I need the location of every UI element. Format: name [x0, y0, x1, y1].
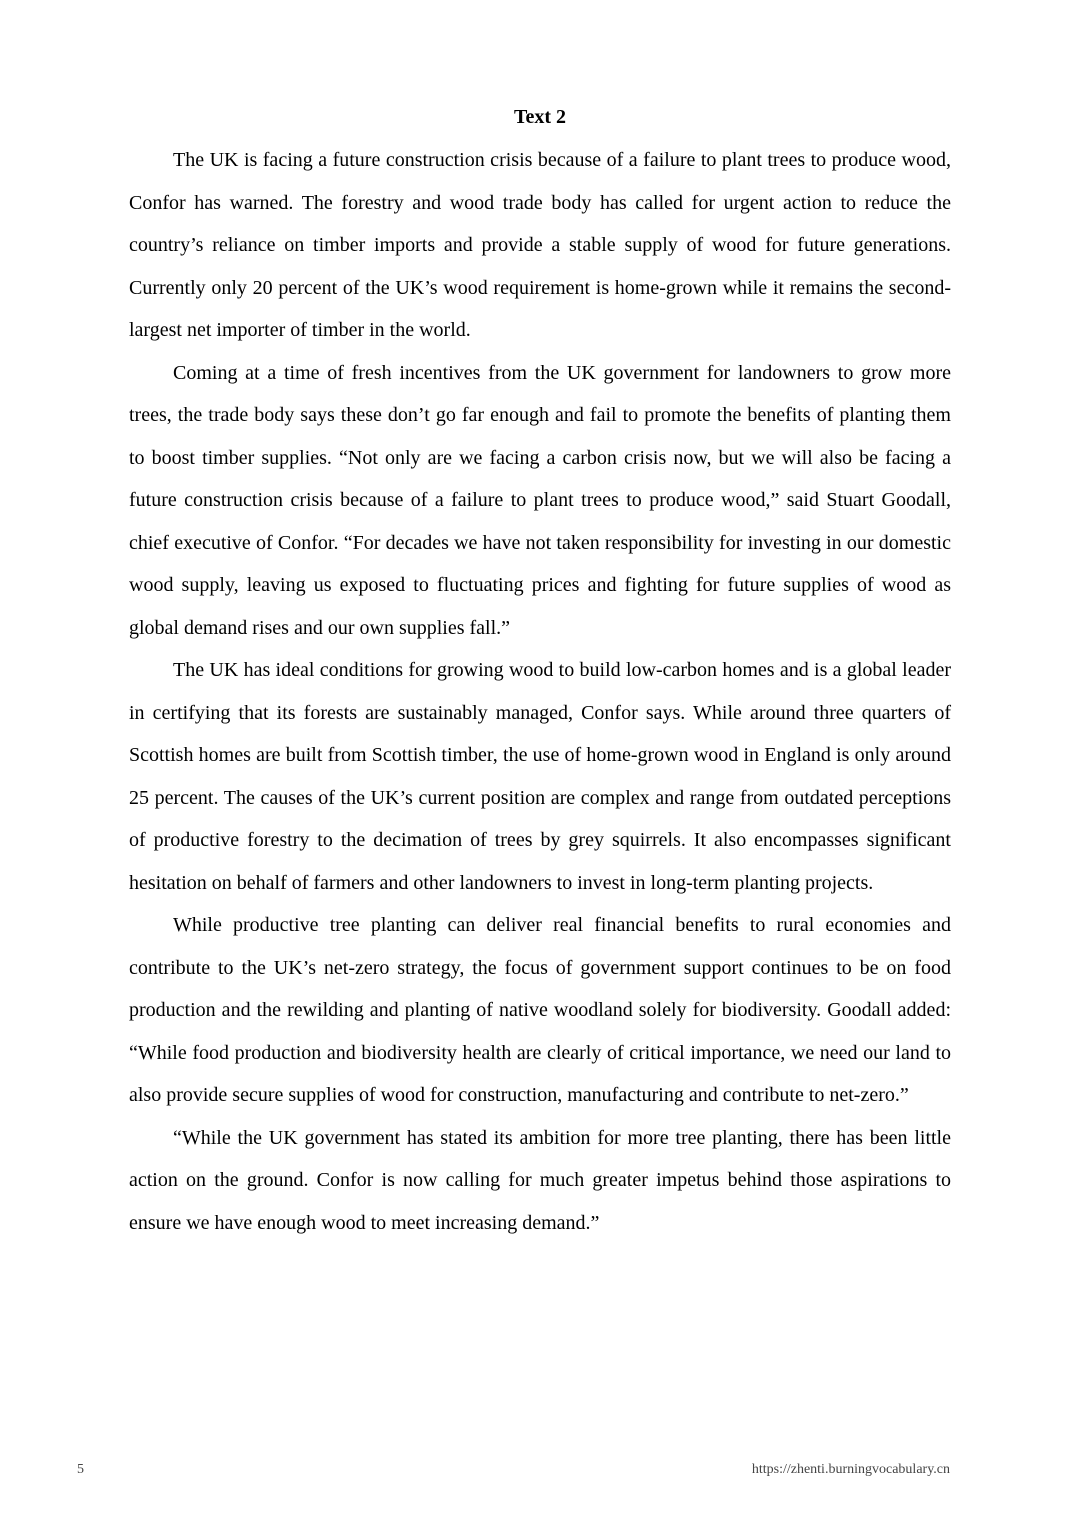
document-body [129, 139, 951, 1244]
paragraph-4: While productive tree planting can deliver real financial benefits to rural economies and contribute to the UK’s net-zero strategy, the focus of government support continues to be on food production and the rewilding and planting of native woodland solely for biodiversity. Goodall added: “While food production and biodiversity health are clearly of critical importance, we need our land to also provide secure supplies of wood for construction, manufacturing and contribute to net-zero.” [129, 914, 951, 1106]
footer-url: https://zhenti.burningvocabulary.cn [751, 1462, 950, 1477]
paragraph-3: The UK has ideal conditions for growing wood to build low-carbon homes and is a global leader in certifying that its forests are sustainably managed, Confor says. While around three quarters of Scottish homes are built from Scottish timber, the use of home-grown wood in England is only around 25 percent. The causes of the UK’s current position are complex and range from outdated perceptions of productive forestry to the decimation of trees by grey squirrels. It also encompasses significant hesitation on behalf of farmers and other landowners to invest in long-term planting projects. [129, 659, 951, 894]
page-number: 5 [77, 1462, 84, 1477]
paragraph-1: The UK is facing a future construction crisis because of a failure to plant trees to produce wood, Confor has warned. The forestry and wood trade body has called for urgent action to reduce the country’s reliance on timber imports and provide a stable supply of wood for future generations. Currently only 20 percent of the UK’s wood requirement is home-grown while it remains the second-largest net importer of timber in the world. [129, 149, 951, 341]
page-title: Text 2 [513, 106, 567, 128]
paragraph-2: Coming at a time of fresh incentives from the UK government for landowners to grow more trees, the trade body says these don’t go far enough and fail to promote the benefits of planting them to boost timber supplies. “Not only are we facing a carbon crisis now, but we will also be facing a future construction crisis because of a failure to plant trees to produce wood,” said Stuart Goodall, chief executive of Confor. “For decades we have not taken responsibility for investing in our domestic wood supply, leaving us exposed to fluctuating prices and fighting for future supplies of wood as global demand rises and our own supplies fall.” [129, 361, 951, 639]
paragraph-5: “While the UK government has stated its ambition for more tree planting, there has been little action on the ground. Confor is now calling for much greater impetus behind those aspirations to ensure we have enough wood to meet increasing demand.” [129, 1126, 951, 1234]
